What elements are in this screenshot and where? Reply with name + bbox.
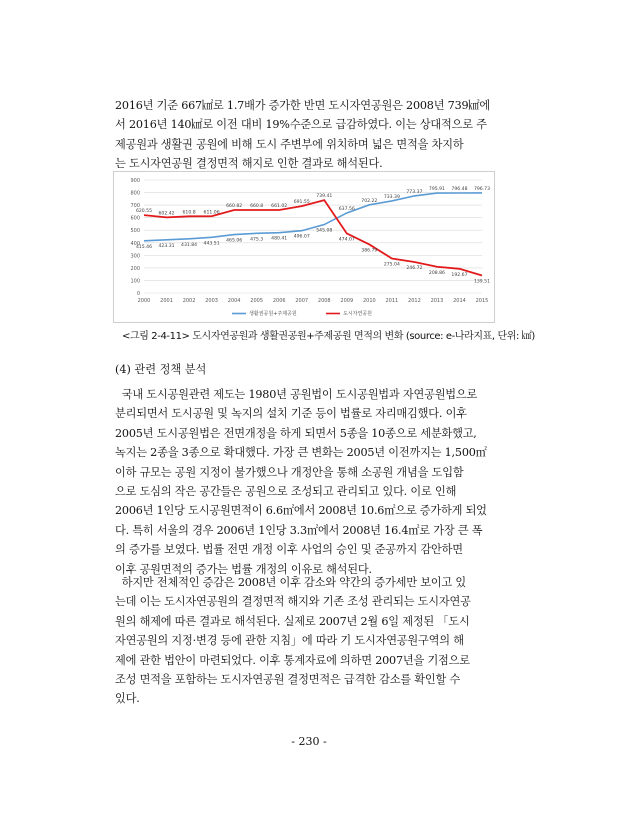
data-label: 796.48 <box>451 186 468 192</box>
y-tick-label: 300 <box>130 253 140 260</box>
y-tick-label: 400 <box>130 240 140 247</box>
data-label: 480.41 <box>271 236 288 242</box>
paragraph-line: 서 2016년 140㎢로 이전 대비 19%수준으로 급감하였다. 이는 상대적으로 주 <box>115 118 487 132</box>
data-label: 139.51 <box>473 279 491 285</box>
data-label: 637.56 <box>338 206 355 212</box>
line-chart <box>113 171 495 323</box>
x-tick-label: 2000 <box>137 298 151 304</box>
x-tick-label: 2005 <box>250 298 264 304</box>
data-label: 423.31 <box>158 243 175 249</box>
y-tick-label: 0 <box>136 291 140 297</box>
x-tick-label: 2011 <box>385 298 399 304</box>
data-label: 660.82 <box>226 204 243 210</box>
section-heading: (4) 관련 정책 분석 <box>115 363 207 376</box>
paragraph-1 <box>115 96 513 174</box>
data-label: 415.46 <box>135 244 153 250</box>
paragraph-line: 이후 공원면적의 증가는 법률 개정의 이유로 해석된다. <box>115 562 372 576</box>
data-label: 465.06 <box>226 238 243 244</box>
data-label: 795.91 <box>428 187 445 193</box>
legend-label: 생활권공원+주제공원 <box>249 311 297 317</box>
x-tick-label: 2001 <box>160 298 173 304</box>
y-tick-label: 900 <box>130 178 140 184</box>
paragraph-line: 제공원과 생활권 공원에 비해 도시 주변부에 위치하며 넓은 면적을 차지하 <box>115 137 464 151</box>
x-tick-label: 2007 <box>295 298 309 304</box>
data-label: 475.3 <box>250 237 264 243</box>
x-tick-label: 2014 <box>453 298 466 304</box>
x-tick-label: 2013 <box>430 298 444 304</box>
x-tick-label: 2003 <box>205 298 218 304</box>
legend-label: 도시자연공원 <box>343 311 372 317</box>
x-tick-label: 2015 <box>475 298 489 304</box>
paragraph-line: 는데 이는 도시자연공원의 결정면적 해지와 기존 조성 관리되는 도시자연공 <box>115 595 471 609</box>
data-label: 443.51 <box>203 241 220 247</box>
y-tick-label: 100 <box>130 278 140 285</box>
data-label: 661.02 <box>271 204 288 210</box>
x-tick-label: 2012 <box>408 298 421 304</box>
y-tick-label: 500 <box>130 228 140 235</box>
paragraph-line: 있다. <box>115 692 140 706</box>
x-tick-label: 2002 <box>182 298 196 304</box>
y-tick-label: 800 <box>130 190 140 197</box>
chart-svg <box>114 172 494 322</box>
data-label: 660.8 <box>250 204 264 210</box>
paragraph-2 <box>115 385 513 579</box>
data-label: 208.86 <box>428 270 445 276</box>
paragraph-line: 다. 특히 서울의 경우 2006년 1인당 3.3㎡에서 2008년 16.4㎡로 가장 큰 폭 <box>115 523 483 537</box>
data-label: 496.07 <box>293 234 310 240</box>
data-label: 602.42 <box>158 211 175 217</box>
page-number: - 230 - <box>291 735 327 748</box>
data-label: 796.73 <box>473 186 491 192</box>
x-tick-label: 2009 <box>340 298 354 304</box>
data-label: 733.39 <box>383 194 400 200</box>
x-tick-label: 2004 <box>227 298 241 304</box>
data-label: 275.04 <box>383 262 400 268</box>
data-label: 610.8 <box>182 210 196 216</box>
data-label: 611.06 <box>203 210 220 216</box>
paragraph-3 <box>115 573 513 709</box>
paragraph-line: 이하 규모는 공원 지정이 불가했으나 개정안을 통해 소공원 개념을 도입함 <box>115 465 464 479</box>
data-label: 691.55 <box>293 200 310 206</box>
paragraph-line: 녹지는 2종을 3종으로 확대했다. 가장 큰 변화는 2005년 이전까지는 1,500㎡ <box>115 446 487 460</box>
paragraph-line: 국내 도시공원관련 제도는 1980년 공원법이 도시공원법과 자연공원법으로 <box>115 388 478 401</box>
data-label: 246.72 <box>406 266 423 272</box>
paragraph-line: 의 증가를 보였다. 법률 전면 개정 이후 사업의 승인 및 준공까지 감안하면 <box>115 543 463 557</box>
x-tick-label: 2008 <box>317 298 331 304</box>
x-tick-label: 2006 <box>272 298 286 304</box>
paragraph-line: 자연공원의 지정·변경 등에 관한 지침」에 따라 기 도시자연공원구역의 해 <box>115 634 464 648</box>
paragraph-line: 2016년 기준 667㎢로 1.7배가 증가한 반면 도시자연공원은 2008년 739㎢에 <box>115 99 491 112</box>
y-tick-label: 600 <box>130 215 140 222</box>
data-label: 620.55 <box>135 209 153 215</box>
paragraph-line: 는 도시자연공원 결정면적 해지로 인한 결과로 해석된다. <box>115 157 383 171</box>
paragraph-line: 으로 도심의 작은 공간들은 공원으로 조성되고 관리되고 있다. 이로 인해 <box>115 485 457 499</box>
paragraph-line: 분리되면서 도시공원 및 녹지의 설치 기준 등이 법률로 자리매김했다. 이후 <box>115 407 467 421</box>
data-label: 386.79 <box>361 248 378 254</box>
paragraph-line: 2005년 도시공원법은 전면개정을 하게 되면서 5종을 10종으로 세분화했고, <box>115 426 477 440</box>
data-label: 431.84 <box>181 242 198 248</box>
figure-caption: <그림 2-4-11> 도시자연공원과 생활권공원+주제공원 면적의 변화 (source: e-나라지표, 단위: ㎢) <box>122 331 535 342</box>
data-label: 545.08 <box>316 228 333 234</box>
x-tick-label: 2010 <box>362 298 376 304</box>
paragraph-line: 2006년 1인당 도시공원면적이 6.6㎡에서 2008년 10.6㎡으로 증가하게 되었 <box>115 504 487 518</box>
data-label: 739.41 <box>316 194 333 200</box>
y-tick-label: 200 <box>130 265 140 272</box>
data-label: 702.22 <box>361 198 378 204</box>
paragraph-line: 제에 관한 법안이 마련되었다. 이후 통계자료에 의하면 2007년을 기점으로 <box>115 653 470 667</box>
paragraph-line: 하지만 전체적인 증감은 2008년 이후 감소와 약간의 증가세만 보이고 있 <box>115 576 466 589</box>
data-label: 773.37 <box>406 189 423 195</box>
data-label: 474.07 <box>338 237 355 243</box>
paragraph-line: 원의 해제에 따른 결과로 해석된다. 실제로 2007년 2월 6일 제정된 「도시 <box>115 614 470 628</box>
y-tick-label: 700 <box>130 203 140 210</box>
data-label: 192.67 <box>451 272 468 278</box>
paragraph-line: 조성 면적을 포함하는 도시자연공원 결정면적은 급격한 감소를 확인할 수 <box>115 673 461 687</box>
